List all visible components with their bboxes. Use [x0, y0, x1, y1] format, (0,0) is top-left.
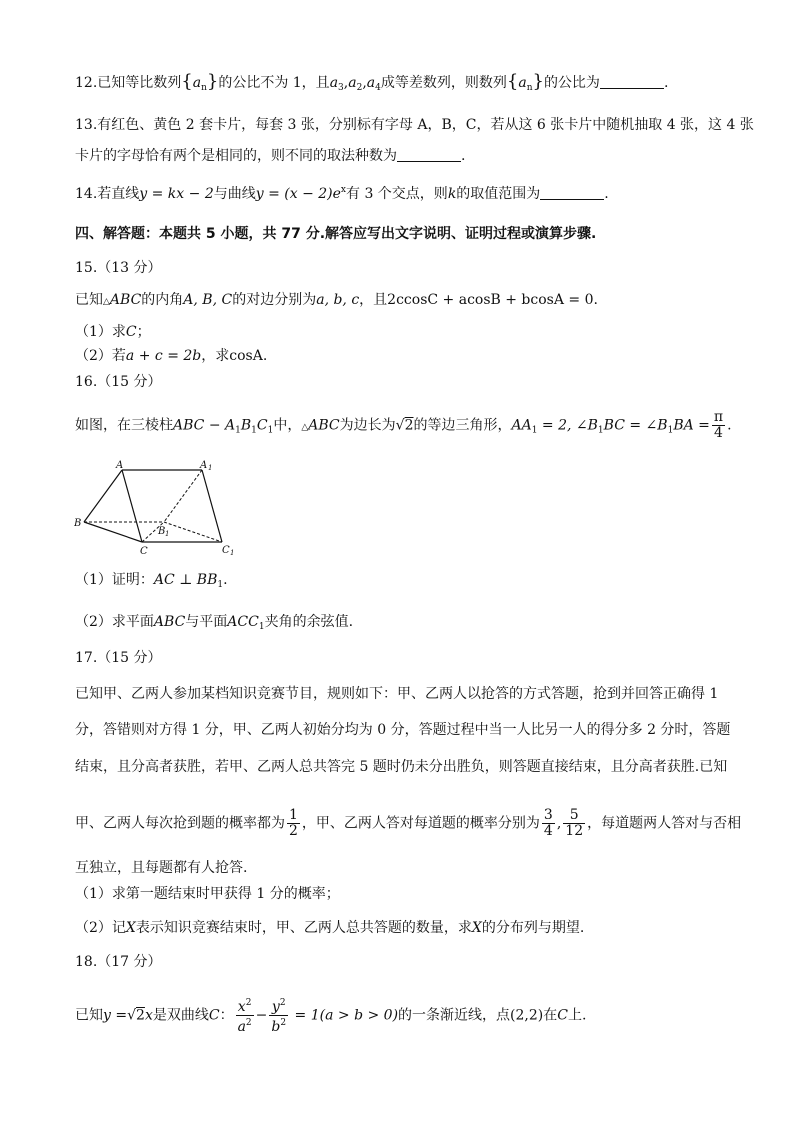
q17-line-2: 分，答错则对方得 1 分，甲、乙两人初始分均为 0 分，答题过程中当一人比另一人的得分多 2 分时，答题 [75, 722, 731, 738]
answer-blank [397, 147, 461, 162]
q15-part-2: （2）若a + c = 2b，求cosA. [75, 348, 268, 364]
question-13-line-1: 13.有红色、黄色 2 套卡片，每套 3 张，分别标有字母 A，B，C，若从这 6 张卡片中随机抽取 4 张，这 4 张 [75, 117, 754, 133]
q17-line-4: 甲、乙两人每次抢到题的概率都为 $\frac{1}{2}$ ，甲、乙两人答对每道题的概率分别为 $\frac{3}{4}$ , $\frac{5}{12}$ ，每道题两人答对与否相 [75, 807, 742, 839]
frac-x2-a2: $\frac{x^2}{a^2}$ [237, 998, 252, 1035]
label-c1: C [222, 545, 230, 556]
q15-stem: 已知△ABC的内角A, B, C的对边分别为a, b, c，且2ccosC + acosB + bcosA = 0. [75, 292, 598, 308]
label-a: A [116, 460, 124, 471]
q16-stem: 如图，在三棱柱ABC − $A_1B_1C_1$中，△ABC为边长为√2的等边三角形，$AA_1 = 2$, $\angle B_1BC$ = $\angle B_1BA$ = $\frac{\pi}{4}$ . [75, 409, 732, 441]
edge-a1-b1-hidden [164, 470, 202, 522]
q17-part-2: （2）记X表示知识竞赛结束时，甲、乙两人总共答题的数量，求X的分布列与期望. [75, 920, 585, 936]
pi-over-4: $\frac{\pi}{4}$ [713, 409, 724, 441]
question-12: 12.已知等比数列$\{a_n\}$的公比不为 1，且$a_3,a_2,a_4$成等差数列，则数列$\{a_n\}$的公比为 . [75, 71, 669, 93]
q15-part-1: （1）求C； [75, 324, 151, 340]
q12-brace-close: } [206, 71, 219, 92]
q15-header: 15.（13 分） [75, 260, 162, 276]
label-a1: A [200, 460, 208, 471]
label-c: C [140, 546, 148, 557]
q17-part-1: （1）求第一题结束时甲获得 1 分的概率； [75, 886, 340, 902]
q18-stem: 已知y =√2x是双曲线C： $\frac{x^2}{a^2}$ − $\frac{y^2}{b^2}$ = 1(a > b > 0)的一条渐近线，点(2,2)在C上. [75, 998, 587, 1035]
answer-blank [540, 185, 604, 200]
q14-curve-equation: y = (x − 2)e [255, 186, 341, 202]
q16-header: 16.（15 分） [75, 374, 162, 390]
q14-line-equation: y = kx − 2 [139, 186, 214, 202]
svg-text:1: 1 [208, 464, 213, 472]
svg-text:1: 1 [230, 549, 235, 557]
frac-5-12: $\frac{5}{12}$ [565, 807, 584, 839]
q12-text: 12.已知等比数列 [75, 75, 182, 91]
label-b1: B [158, 526, 166, 537]
q12-brace-open: { [181, 71, 193, 92]
answer-blank [600, 74, 664, 89]
frac-3-4: $\frac{3}{4}$ [543, 807, 553, 839]
q15-equation: 2ccosC + acosB + bcosA = 0 [387, 292, 594, 308]
q17-line-3: 结束，且分高者获胜，若甲、乙两人总共答完 5 题时仍未分出胜负，则答题直接结束，且分高者获胜.已知 [75, 759, 728, 775]
section-4-heading: 四、解答题：本题共 5 小题，共 77 分.解答应写出文字说明、证明过程或演算步骤. [75, 226, 597, 242]
q16-part-1: （1）证明：AC ⊥ $BB_1$. [75, 572, 228, 590]
question-13-line-2: 卡片的字母恰有两个是相同的，则不同的取法种数为 . [75, 148, 466, 164]
label-b: B [74, 518, 82, 529]
q17-line-5: 互独立，且每题都有人抢答. [75, 860, 248, 876]
edge-b1-c1-hidden [164, 522, 222, 542]
prism-figure [74, 458, 244, 558]
edge-a1-c1 [202, 470, 222, 542]
q16-part-2: （2）求平面ABC与平面$ACC_1$夹角的余弦值. [75, 614, 354, 632]
edge-a-b [84, 470, 122, 522]
q17-header: 17.（15 分） [75, 650, 162, 666]
svg-text:1: 1 [165, 530, 170, 538]
frac-y2-b2: $\frac{y^2}{b^2}$ [271, 998, 287, 1035]
question-14: 14.若直线y = kx − 2与曲线$y = (x - 2)e^x$有 3 个交点，则k的取值范围为 . [75, 185, 609, 202]
frac-1-2: $\frac{1}{2}$ [289, 807, 298, 839]
q18-header: 18.（17 分） [75, 954, 162, 970]
edge-a-c [122, 470, 142, 542]
edge-b-c [84, 522, 142, 542]
q17-line-1: 已知甲、乙两人参加某档知识竞赛节目，规则如下：甲、乙两人以抢答的方式答题，抢到并回答正确得 1 [75, 686, 719, 702]
